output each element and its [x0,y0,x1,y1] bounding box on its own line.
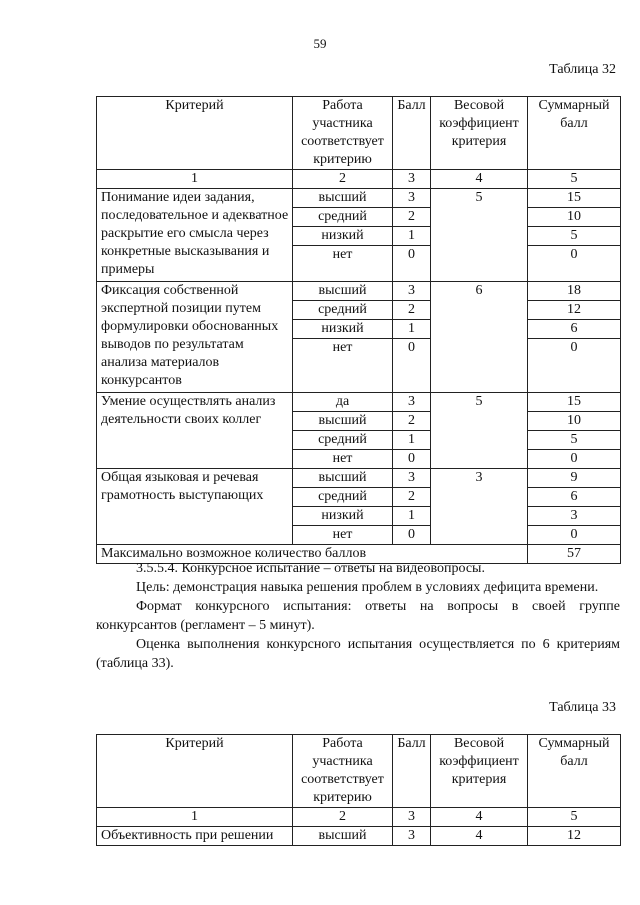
header-match: Работа участника соответствует критерию [293,97,393,170]
score-cell: 1 [393,507,431,526]
total-cell: 0 [528,246,621,282]
level-cell: средний [293,488,393,507]
total-cell: 15 [528,189,621,208]
level-cell: нет [293,450,393,469]
criterion-cell: Общая языковая и речевая грамотность выступающих [97,469,293,545]
header-match: Работа участника соответствует критерию [293,735,393,808]
total-cell: 12 [528,301,621,320]
section-format: Формат конкурсного испытания: ответы на вопросы в своей группе конкурсантов (регламент – 5 минут). [96,599,620,633]
level-cell: средний [293,301,393,320]
total-cell: 6 [528,488,621,507]
weight-cell: 6 [431,282,528,393]
header-total: Суммарный балл [528,735,621,808]
score-cell: 0 [393,526,431,545]
score-cell: 0 [393,339,431,393]
weight-cell: 3 [431,469,528,545]
col-number: 4 [431,808,528,827]
level-cell: низкий [293,320,393,339]
max-score-label: Максимально возможное количество баллов [97,545,528,564]
table-33 [96,734,621,846]
level-cell: высший [293,189,393,208]
header-criterion: Критерий [97,97,293,170]
header-score: Балл [393,735,431,808]
weight-cell: 5 [431,393,528,469]
score-cell: 3 [393,827,431,846]
table-row [97,189,621,208]
total-cell: 5 [528,227,621,246]
score-cell: 3 [393,189,431,208]
column-number-row [97,170,621,189]
header-weight: Весовой коэффициент критерия [431,735,528,808]
col-number: 1 [97,170,293,189]
total-cell: 18 [528,282,621,301]
score-cell: 2 [393,301,431,320]
total-cell: 6 [528,320,621,339]
section-goal: Цель: демонстрация навыка решения проблем в условиях дефицита времени. [136,580,599,595]
level-cell: высший [293,282,393,301]
section-heading: 3.5.5.4. Конкурсное испытание – ответы на видеовопросы. [136,561,485,576]
table-row [97,393,621,412]
header-score: Балл [393,97,431,170]
score-cell: 3 [393,393,431,412]
score-cell: 0 [393,450,431,469]
total-cell: 5 [528,431,621,450]
total-cell: 12 [528,827,621,846]
score-cell: 2 [393,488,431,507]
level-cell: нет [293,339,393,393]
criterion-cell: Понимание идеи задания, последовательное и адекватное раскрытие его смысла через конкретные высказывания и примеры [97,189,293,282]
col-number: 2 [293,170,393,189]
level-cell: да [293,393,393,412]
col-number: 3 [393,170,431,189]
score-cell: 3 [393,469,431,488]
section-text [96,559,620,673]
level-cell: низкий [293,507,393,526]
total-cell: 9 [528,469,621,488]
table-header-row [97,97,621,170]
score-cell: 2 [393,412,431,431]
total-cell: 0 [528,526,621,545]
table-33-caption: Таблица 33 [549,700,616,715]
page-number: 59 [313,36,327,51]
score-cell: 3 [393,282,431,301]
col-number: 5 [528,808,621,827]
criterion-cell: Объективность при решении [97,827,293,846]
score-cell: 0 [393,246,431,282]
col-number: 3 [393,808,431,827]
total-cell: 15 [528,393,621,412]
table-32-caption: Таблица 32 [549,62,616,77]
score-cell: 2 [393,208,431,227]
total-cell: 3 [528,507,621,526]
col-number: 4 [431,170,528,189]
level-cell: низкий [293,227,393,246]
level-cell: нет [293,526,393,545]
header-weight: Весовой коэффициент критерия [431,97,528,170]
col-number: 1 [97,808,293,827]
table-row [97,469,621,488]
score-cell: 1 [393,431,431,450]
score-cell: 1 [393,227,431,246]
max-score-value: 57 [528,545,621,564]
level-cell: высший [293,469,393,488]
table-row [97,827,621,846]
level-cell: высший [293,827,393,846]
col-number: 2 [293,808,393,827]
criterion-cell: Умение осуществлять анализ деятельности своих коллег [97,393,293,469]
criterion-cell: Фиксация собственной экспертной позиции путем формулировки обоснованных выводов по результатам анализа материалов конкурсантов [97,282,293,393]
total-cell: 10 [528,412,621,431]
header-criterion: Критерий [97,735,293,808]
table-header-row [97,735,621,808]
table-32 [96,96,621,564]
total-cell: 0 [528,450,621,469]
level-cell: высший [293,412,393,431]
total-cell: 0 [528,339,621,393]
column-number-row [97,808,621,827]
weight-cell: 4 [431,827,528,846]
level-cell: нет [293,246,393,282]
score-cell: 1 [393,320,431,339]
level-cell: средний [293,431,393,450]
section-evaluation: Оценка выполнения конкурсного испытания осуществляется по 6 критериям (таблица 33). [96,637,620,671]
weight-cell: 5 [431,189,528,282]
level-cell: средний [293,208,393,227]
total-cell: 10 [528,208,621,227]
header-total: Суммарный балл [528,97,621,170]
col-number: 5 [528,170,621,189]
table-row [97,282,621,301]
